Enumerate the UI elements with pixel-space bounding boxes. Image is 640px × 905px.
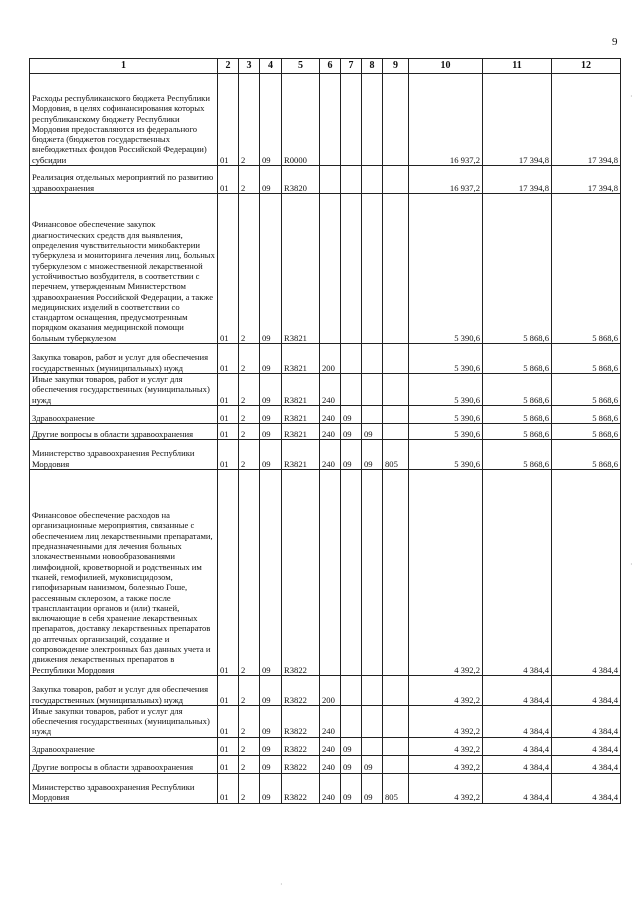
code-cell: 01 bbox=[218, 469, 239, 675]
code-cell: 2 bbox=[239, 469, 260, 675]
amount-cell: 5 868,6 bbox=[552, 405, 621, 423]
code-cell: 2 bbox=[239, 423, 260, 439]
row-description: Другие вопросы в области здравоохранения bbox=[30, 423, 218, 439]
amount-cell: 5 868,6 bbox=[552, 344, 621, 374]
code-cell bbox=[320, 74, 341, 166]
table-row bbox=[30, 469, 621, 675]
table-row bbox=[30, 737, 621, 755]
row-description: Здравоохранение bbox=[30, 405, 218, 423]
scan-speck: · bbox=[630, 560, 633, 569]
code-cell bbox=[341, 74, 362, 166]
code-cell bbox=[362, 166, 383, 194]
scan-speck: · bbox=[280, 880, 283, 889]
table-row bbox=[30, 675, 621, 705]
code-cell: R3821 bbox=[282, 439, 320, 469]
code-cell: 2 bbox=[239, 675, 260, 705]
col-header: 10 bbox=[409, 59, 483, 74]
amount-cell: 4 392,2 bbox=[409, 469, 483, 675]
amount-cell: 5 390,6 bbox=[409, 344, 483, 374]
col-header: 4 bbox=[260, 59, 282, 74]
col-header: 2 bbox=[218, 59, 239, 74]
code-cell bbox=[362, 469, 383, 675]
code-cell bbox=[383, 675, 409, 705]
code-cell: 09 bbox=[341, 773, 362, 803]
code-cell: 240 bbox=[320, 737, 341, 755]
code-cell: 09 bbox=[260, 469, 282, 675]
col-header: 11 bbox=[483, 59, 552, 74]
code-cell: 09 bbox=[260, 405, 282, 423]
budget-table bbox=[29, 58, 621, 804]
code-cell: 09 bbox=[341, 439, 362, 469]
code-cell: 01 bbox=[218, 166, 239, 194]
amount-cell: 5 868,6 bbox=[552, 423, 621, 439]
code-cell bbox=[341, 374, 362, 406]
code-cell: 09 bbox=[260, 374, 282, 406]
code-cell: 01 bbox=[218, 439, 239, 469]
amount-cell: 5 390,6 bbox=[409, 405, 483, 423]
code-cell bbox=[383, 405, 409, 423]
table-row bbox=[30, 194, 621, 344]
code-cell: 240 bbox=[320, 755, 341, 773]
code-cell: 09 bbox=[341, 737, 362, 755]
amount-cell: 4 384,4 bbox=[552, 737, 621, 755]
code-cell: 01 bbox=[218, 773, 239, 803]
code-cell: 240 bbox=[320, 423, 341, 439]
code-cell: 01 bbox=[218, 405, 239, 423]
code-cell bbox=[341, 166, 362, 194]
table-row bbox=[30, 423, 621, 439]
code-cell: 2 bbox=[239, 74, 260, 166]
code-cell: 240 bbox=[320, 773, 341, 803]
code-cell bbox=[362, 737, 383, 755]
col-header: 9 bbox=[383, 59, 409, 74]
code-cell bbox=[320, 166, 341, 194]
amount-cell: 16 937,2 bbox=[409, 166, 483, 194]
code-cell bbox=[320, 469, 341, 675]
code-cell bbox=[383, 166, 409, 194]
scan-speck: · bbox=[630, 92, 633, 101]
code-cell bbox=[362, 194, 383, 344]
code-cell bbox=[383, 194, 409, 344]
code-cell bbox=[362, 374, 383, 406]
code-cell: 09 bbox=[260, 423, 282, 439]
row-description: Реализация отдельных мероприятий по развитию здравоохранения bbox=[30, 166, 218, 194]
amount-cell: 5 868,6 bbox=[483, 374, 552, 406]
code-cell: R3821 bbox=[282, 405, 320, 423]
code-cell bbox=[383, 74, 409, 166]
code-cell: 01 bbox=[218, 344, 239, 374]
col-header: 5 bbox=[282, 59, 320, 74]
code-cell: 09 bbox=[260, 74, 282, 166]
code-cell: 01 bbox=[218, 74, 239, 166]
amount-cell: 4 384,4 bbox=[552, 469, 621, 675]
code-cell: 805 bbox=[383, 773, 409, 803]
code-cell: 09 bbox=[260, 705, 282, 737]
code-cell: 01 bbox=[218, 675, 239, 705]
amount-cell: 5 390,6 bbox=[409, 194, 483, 344]
code-cell: 09 bbox=[341, 405, 362, 423]
code-cell: R3822 bbox=[282, 675, 320, 705]
col-header: 6 bbox=[320, 59, 341, 74]
row-description: Другие вопросы в области здравоохранения bbox=[30, 755, 218, 773]
code-cell bbox=[383, 423, 409, 439]
code-cell: 01 bbox=[218, 705, 239, 737]
code-cell: 09 bbox=[260, 737, 282, 755]
amount-cell: 4 384,4 bbox=[552, 705, 621, 737]
code-cell bbox=[383, 469, 409, 675]
code-cell: 09 bbox=[362, 439, 383, 469]
code-cell: R3821 bbox=[282, 344, 320, 374]
code-cell bbox=[362, 74, 383, 166]
code-cell: 09 bbox=[362, 423, 383, 439]
amount-cell: 5 868,6 bbox=[552, 194, 621, 344]
amount-cell: 5 868,6 bbox=[483, 194, 552, 344]
code-cell: 01 bbox=[218, 737, 239, 755]
code-cell bbox=[362, 675, 383, 705]
amount-cell: 5 868,6 bbox=[483, 344, 552, 374]
amount-cell: 4 384,4 bbox=[483, 705, 552, 737]
amount-cell: 4 384,4 bbox=[552, 675, 621, 705]
row-description: Министерство здравоохранения Республики Мордовия bbox=[30, 439, 218, 469]
col-header: 7 bbox=[341, 59, 362, 74]
code-cell bbox=[362, 705, 383, 737]
code-cell: 200 bbox=[320, 344, 341, 374]
code-cell: 09 bbox=[341, 755, 362, 773]
amount-cell: 4 384,4 bbox=[483, 675, 552, 705]
amount-cell: 4 384,4 bbox=[483, 773, 552, 803]
code-cell: 2 bbox=[239, 194, 260, 344]
amount-cell: 4 392,2 bbox=[409, 705, 483, 737]
code-cell: 01 bbox=[218, 194, 239, 344]
code-cell: R3822 bbox=[282, 705, 320, 737]
code-cell bbox=[383, 737, 409, 755]
code-cell: 2 bbox=[239, 705, 260, 737]
table-row bbox=[30, 344, 621, 374]
amount-cell: 5 390,6 bbox=[409, 439, 483, 469]
code-cell bbox=[362, 405, 383, 423]
row-description: Иные закупки товаров, работ и услуг для обеспечения государственных (муниципальных) нужд bbox=[30, 374, 218, 406]
code-cell: 09 bbox=[260, 194, 282, 344]
code-cell bbox=[383, 755, 409, 773]
amount-cell: 5 868,6 bbox=[483, 405, 552, 423]
code-cell: R0000 bbox=[282, 74, 320, 166]
code-cell: 09 bbox=[362, 755, 383, 773]
row-description: Закупка товаров, работ и услуг для обеспечения государственных (муниципальных) нужд bbox=[30, 344, 218, 374]
amount-cell: 17 394,8 bbox=[552, 166, 621, 194]
amount-cell: 5 868,6 bbox=[552, 374, 621, 406]
code-cell bbox=[341, 344, 362, 374]
code-cell: 2 bbox=[239, 755, 260, 773]
code-cell: 2 bbox=[239, 166, 260, 194]
code-cell: 200 bbox=[320, 675, 341, 705]
amount-cell: 4 392,2 bbox=[409, 675, 483, 705]
table-row bbox=[30, 773, 621, 803]
amount-cell: 4 392,2 bbox=[409, 773, 483, 803]
row-description: Здравоохранение bbox=[30, 737, 218, 755]
table-row bbox=[30, 439, 621, 469]
header-row bbox=[30, 59, 621, 74]
col-header: 3 bbox=[239, 59, 260, 74]
code-cell: R3821 bbox=[282, 194, 320, 344]
row-description: Иные закупки товаров, работ и услуг для обеспечения государственных (муниципальных) нужд bbox=[30, 705, 218, 737]
code-cell bbox=[383, 374, 409, 406]
code-cell: R3822 bbox=[282, 737, 320, 755]
amount-cell: 4 384,4 bbox=[483, 469, 552, 675]
code-cell: R3821 bbox=[282, 423, 320, 439]
col-header: 8 bbox=[362, 59, 383, 74]
code-cell bbox=[320, 194, 341, 344]
code-cell bbox=[341, 675, 362, 705]
code-cell: 09 bbox=[260, 166, 282, 194]
code-cell: 2 bbox=[239, 374, 260, 406]
row-description: Финансовое обеспечение закупок диагностических средств для выявления, определения чувствительности микобактерии туберкулеза и мониторинга лечения лиц, больных туберкулезом с множественной лекарственной устойчивостью возбудителя, в соответствии с перечнем, утвержденным Министерством здравоохранения Российской Федерации, а также медицинских изделий в соответствии со стандартом оснащения, предусмотренным порядком оказания медицинской помощи больным туберкулезом bbox=[30, 194, 218, 344]
code-cell: R3822 bbox=[282, 469, 320, 675]
code-cell: 2 bbox=[239, 773, 260, 803]
col-header: 12 bbox=[552, 59, 621, 74]
amount-cell: 5 390,6 bbox=[409, 374, 483, 406]
amount-cell: 5 868,6 bbox=[483, 439, 552, 469]
amount-cell: 4 384,4 bbox=[483, 737, 552, 755]
col-header: 1 bbox=[30, 59, 218, 74]
code-cell: 240 bbox=[320, 405, 341, 423]
code-cell: R3821 bbox=[282, 374, 320, 406]
table-row bbox=[30, 166, 621, 194]
code-cell: R3822 bbox=[282, 773, 320, 803]
table-row bbox=[30, 74, 621, 166]
code-cell: 09 bbox=[260, 773, 282, 803]
amount-cell: 5 390,6 bbox=[409, 423, 483, 439]
table-row bbox=[30, 405, 621, 423]
amount-cell: 4 384,4 bbox=[483, 755, 552, 773]
code-cell bbox=[383, 344, 409, 374]
code-cell: 09 bbox=[260, 755, 282, 773]
amount-cell: 17 394,8 bbox=[483, 166, 552, 194]
amount-cell: 4 384,4 bbox=[552, 773, 621, 803]
row-description: Финансовое обеспечение расходов на организационные мероприятия, связанные с обеспечением лиц лекарственными препаратами, предназначенными для лечения больных злокачественными новообразованиями лимфоидной, кроветворной и родственных им тканей, гемофилией, муковисцидозом, гипофизарным нанизмом, болезнью Гоше, рассеянным склерозом, а также после трансплантации органов и (или) тканей, включающие в себя хранение лекарственных препаратов, доставку лекарственных препаратов до аптечных организаций, создание и сопровождение электронных баз данных учета и движения лекарственных препаратов в Республики Мордовия bbox=[30, 469, 218, 675]
page-number: 9 bbox=[612, 36, 618, 48]
amount-cell: 4 392,2 bbox=[409, 737, 483, 755]
amount-cell: 17 394,8 bbox=[552, 74, 621, 166]
code-cell: 2 bbox=[239, 737, 260, 755]
code-cell: 09 bbox=[260, 439, 282, 469]
code-cell: 240 bbox=[320, 374, 341, 406]
code-cell: 01 bbox=[218, 374, 239, 406]
code-cell: 01 bbox=[218, 423, 239, 439]
code-cell bbox=[383, 705, 409, 737]
code-cell: 2 bbox=[239, 439, 260, 469]
amount-cell: 5 868,6 bbox=[483, 423, 552, 439]
row-description: Расходы республиканского бюджета Республики Мордовия, в целях софинансирования которых республиканскому бюджету Республики Мордовия предоставляются из федерального бюджета (бюджетов государственных внебюджетных фондов Российской Федерации) субсидии bbox=[30, 74, 218, 166]
table-row bbox=[30, 755, 621, 773]
code-cell: 01 bbox=[218, 755, 239, 773]
row-description: Закупка товаров, работ и услуг для обеспечения государственных (муниципальных) нужд bbox=[30, 675, 218, 705]
amount-cell: 4 392,2 bbox=[409, 755, 483, 773]
amount-cell: 4 384,4 bbox=[552, 755, 621, 773]
code-cell bbox=[341, 194, 362, 344]
code-cell bbox=[341, 469, 362, 675]
amount-cell: 16 937,2 bbox=[409, 74, 483, 166]
code-cell: R3820 bbox=[282, 166, 320, 194]
code-cell: 09 bbox=[260, 344, 282, 374]
amount-cell: 5 868,6 bbox=[552, 439, 621, 469]
code-cell: 2 bbox=[239, 344, 260, 374]
row-description: Министерство здравоохранения Республики Мордовия bbox=[30, 773, 218, 803]
table-row bbox=[30, 374, 621, 406]
code-cell: R3822 bbox=[282, 755, 320, 773]
code-cell: 2 bbox=[239, 405, 260, 423]
code-cell: 240 bbox=[320, 439, 341, 469]
code-cell: 09 bbox=[260, 675, 282, 705]
amount-cell: 17 394,8 bbox=[483, 74, 552, 166]
table-row bbox=[30, 705, 621, 737]
code-cell bbox=[362, 344, 383, 374]
code-cell bbox=[341, 705, 362, 737]
code-cell: 240 bbox=[320, 705, 341, 737]
code-cell: 805 bbox=[383, 439, 409, 469]
code-cell: 09 bbox=[362, 773, 383, 803]
code-cell: 09 bbox=[341, 423, 362, 439]
